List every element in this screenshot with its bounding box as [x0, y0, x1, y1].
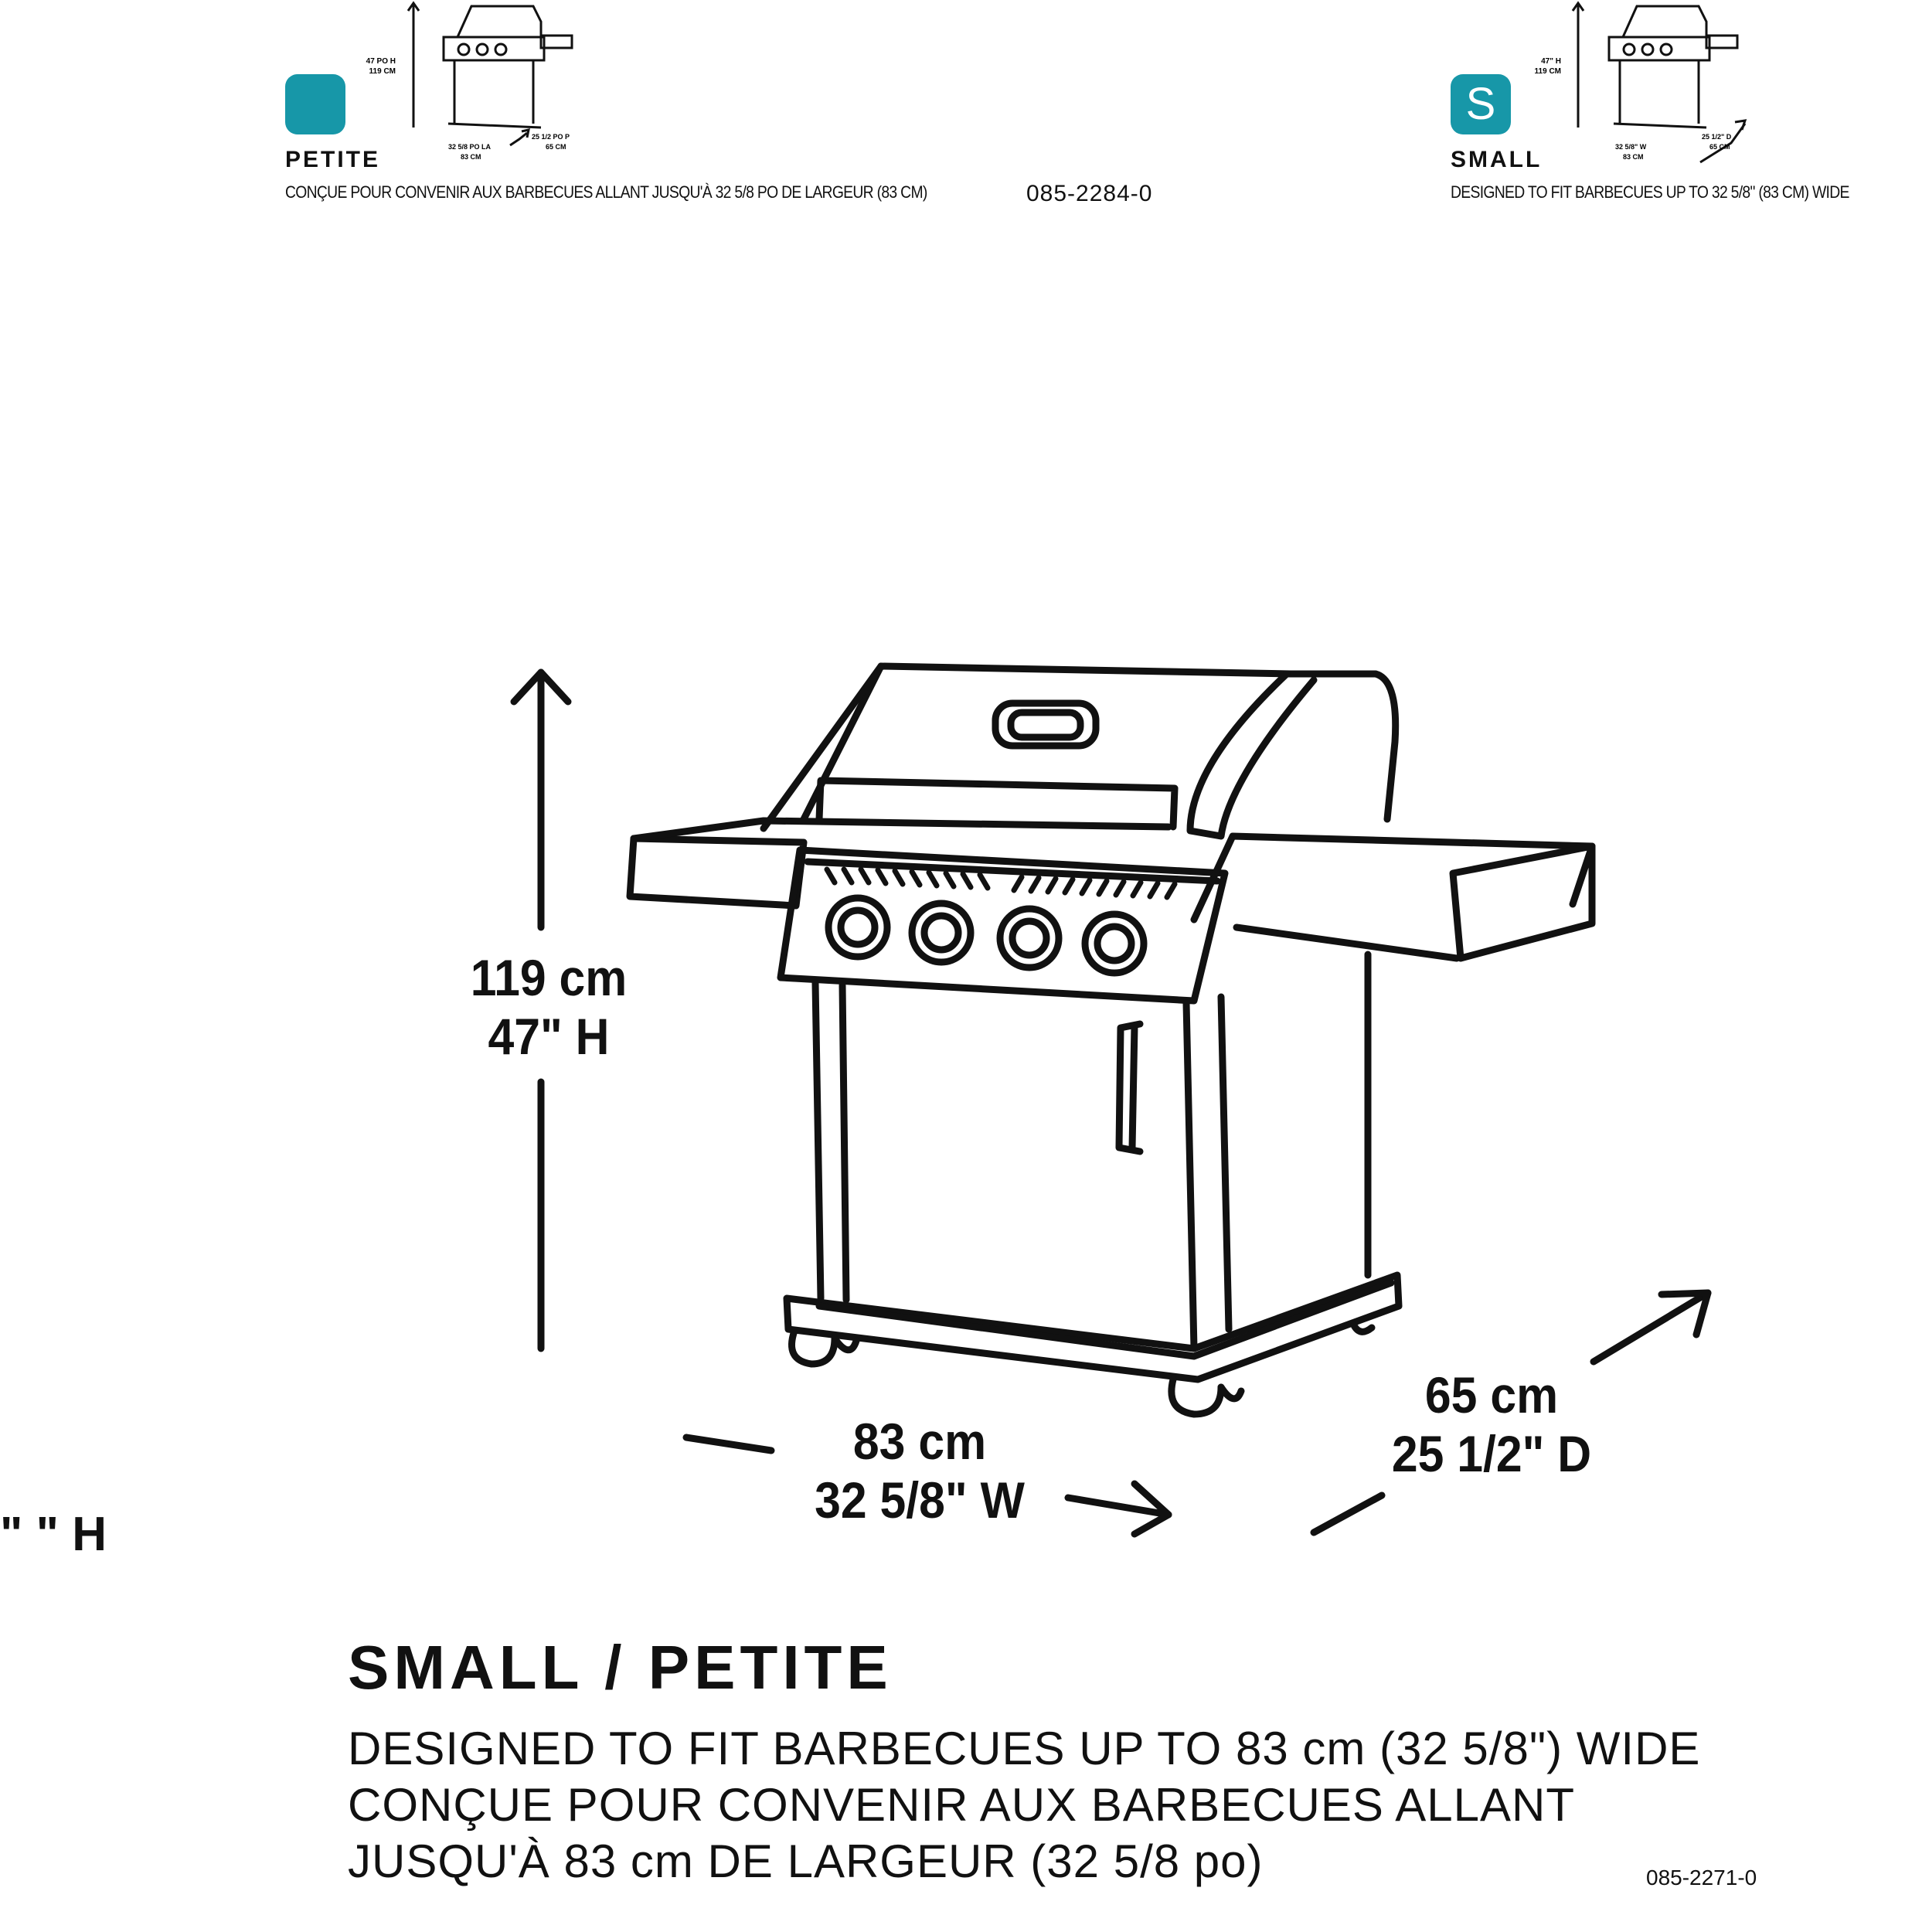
- fit-line-french-2: JUSQU'À 83 cm DE LARGEUR (32 5/8 po): [348, 1835, 1264, 1887]
- svg-text:119 CM: 119 CM: [1534, 67, 1561, 76]
- svg-text:119 CM: 119 CM: [369, 67, 396, 76]
- svg-text:83 CM: 83 CM: [1623, 153, 1644, 161]
- depth-arrow-top: [1594, 1293, 1708, 1362]
- width-cm: 83 cm: [852, 1413, 987, 1470]
- depth-in: 25 1/2" D: [1391, 1424, 1592, 1482]
- fit-description: [348, 1720, 1700, 1889]
- height-in: 47" H: [488, 1007, 610, 1065]
- depth-label: [1378, 1366, 1605, 1484]
- cropped-dimension-fragment: " " H: [0, 1508, 107, 1561]
- thumb-height-label: 47 PO H: [366, 57, 396, 66]
- fit-line-english: DESIGNED TO FIT BARBECUES UP TO 83 cm (32 5/8") WIDE: [348, 1723, 1701, 1774]
- size-title: SMALL / PETITE: [348, 1633, 893, 1702]
- svg-text:65 CM: 65 CM: [546, 143, 566, 151]
- size-word-small: SMALL: [1451, 147, 1543, 172]
- svg-text:25 1/2" D: 25 1/2" D: [1702, 133, 1732, 141]
- width-arrow-left: [686, 1437, 771, 1451]
- product-code-top: 085-2284-0: [1026, 181, 1153, 206]
- svg-text:25 1/2 PO P: 25 1/2 PO P: [532, 133, 570, 141]
- depth-cm: 65 cm: [1424, 1366, 1559, 1423]
- svg-text:65 CM: 65 CM: [1709, 143, 1730, 151]
- fit-text-french: CONÇUE POUR CONVENIR AUX BARBECUES ALLANT JUSQU'À 32 5/8 PO DE LARGEUR (83 CM): [285, 182, 927, 202]
- badge-letter-s: S: [1465, 79, 1496, 129]
- svg-text:32 5/8 PO LA: 32 5/8 PO LA: [448, 143, 492, 151]
- width-in: 32 5/8" W: [815, 1471, 1025, 1529]
- depth-arrow-bottom: [1314, 1495, 1382, 1532]
- size-word-petite: PETITE: [285, 147, 381, 172]
- height-cm: 119 cm: [470, 949, 628, 1006]
- svg-text:47" H: 47" H: [1541, 57, 1561, 66]
- product-code-bottom: 085-2271-0: [1646, 1866, 1757, 1889]
- svg-text:32 5/8" W: 32 5/8" W: [1615, 143, 1647, 151]
- height-label: [449, 949, 648, 1066]
- width-label: [791, 1413, 1047, 1530]
- svg-text:83 CM: 83 CM: [461, 153, 481, 161]
- fit-line-french-1: CONÇUE POUR CONVENIR AUX BARBECUES ALLANT: [348, 1779, 1576, 1831]
- fit-text-english: DESIGNED TO FIT BARBECUES UP TO 32 5/8" (83 CM) WIDE: [1451, 182, 1849, 202]
